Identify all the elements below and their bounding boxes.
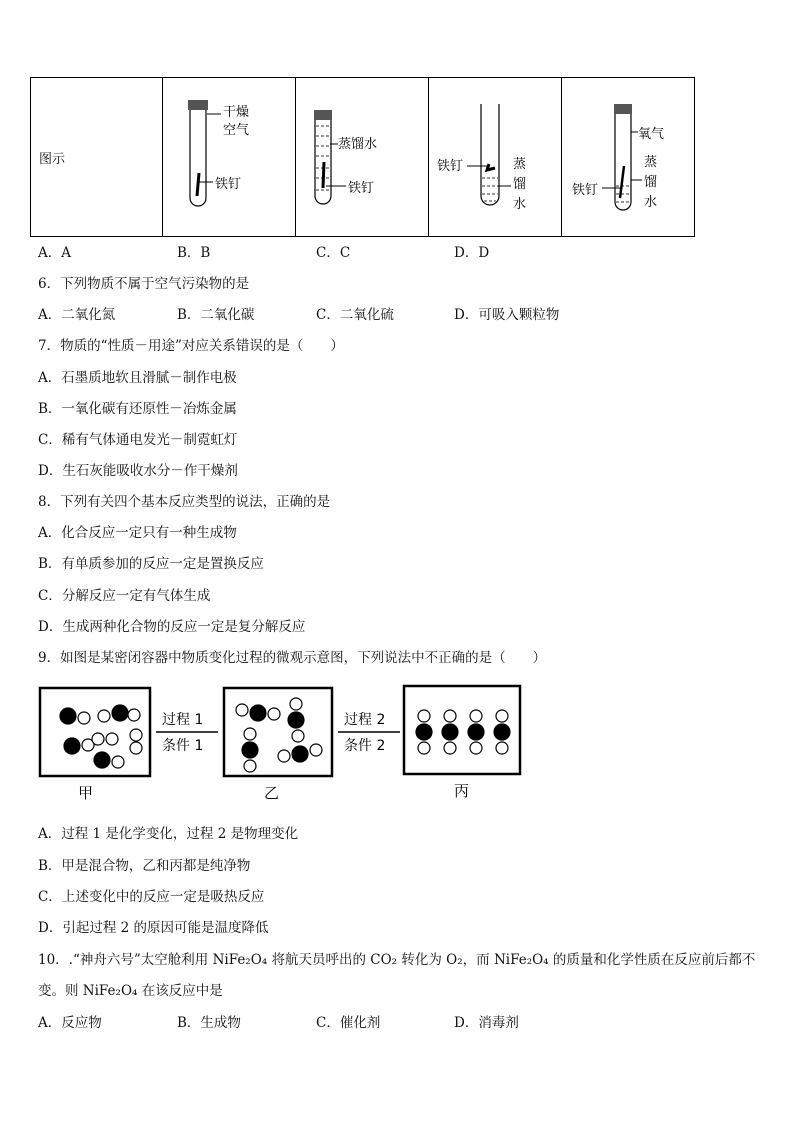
q6-option-b: B．二氧化碳 — [177, 307, 255, 323]
tube-b-diagram — [296, 78, 428, 232]
q7-option-d: D．生石灰能吸收水分－作干燥剂 — [38, 463, 238, 479]
tube-d-label-4: 馏 — [644, 175, 658, 190]
q7-option-c: C．稀有气体通电发光－制霓虹灯 — [38, 432, 238, 448]
box-label-bing: 丙 — [454, 782, 470, 800]
tube-d-label-2: 铁钉 — [572, 183, 599, 198]
q9-stem: 9．如图是某密闭容器中物质变化过程的微观示意图，下列说法中不正确的是（ ） — [38, 650, 547, 666]
q9-option-b: B．甲是混合物，乙和丙都是纯净物 — [38, 858, 251, 874]
q5-option-c: C．C — [316, 245, 351, 261]
q6-stem: 6．下列物质不属于空气污染物的是 — [38, 276, 250, 292]
tube-c-label-4: 水 — [513, 197, 527, 212]
q9-option-c: C．上述变化中的反应一定是吸热反应 — [38, 889, 265, 905]
tube-cell-b — [296, 78, 429, 237]
q7-stem: 7．物质的“性质－用途”对应关系错误的是（ ） — [38, 338, 344, 354]
q5-option-a: A．A — [38, 245, 71, 261]
tube-d-diagram — [562, 78, 694, 232]
tube-d-label-1: 氧气 — [638, 127, 665, 142]
tube-a-label-1: 干燥 — [223, 105, 250, 120]
q10-option-a: A．反应物 — [38, 1015, 102, 1031]
tube-c-diagram — [429, 78, 561, 232]
condition-1-label: 条件 1 — [162, 738, 204, 754]
q6-option-a: A．二氧化氮 — [38, 307, 116, 323]
q10-stem-line-1: 10．.“神舟六号”太空舱利用 NiFe₂O₄ 将航天员呼出的 CO₂ 转化为 O₂，而 NiFe₂O₄ 的质量和化学性质在反应前后都不 — [38, 952, 756, 968]
q10-stem-line-2: 变。则 NiFe₂O₄ 在该反应中是 — [38, 983, 223, 999]
tube-cell-a — [163, 78, 296, 237]
tube-cell-c — [429, 78, 562, 237]
q6-option-c: C．二氧化硫 — [316, 307, 394, 323]
row-label: 图示 — [31, 78, 163, 237]
tube-d-label-5: 水 — [644, 195, 658, 210]
tube-c-label-2: 蒸 — [513, 157, 527, 172]
q5-option-b: B．B — [177, 245, 211, 261]
q8-option-d: D．生成两种化合物的反应一定是复分解反应 — [38, 619, 306, 635]
q8-option-c: C．分解反应一定有气体生成 — [38, 588, 211, 604]
q8-stem: 8．下列有关四个基本反应类型的说法，正确的是 — [38, 494, 331, 510]
process-1-label: 过程 1 — [162, 712, 204, 728]
q7-option-b: B．一氧化碳有还原性－冶炼金属 — [38, 401, 237, 417]
tube-c-label-1: 铁钉 — [437, 159, 464, 174]
tube-b-label-2: 铁钉 — [348, 181, 375, 196]
q7-option-a: A．石墨质地软且滑腻－制作电极 — [38, 370, 237, 386]
tube-cell-d — [562, 78, 695, 237]
q10-option-d: D．消毒剂 — [454, 1015, 519, 1031]
q9-option-d: D．引起过程 2 的原因可能是温度降低 — [38, 920, 269, 936]
q5-option-d: D．D — [454, 245, 490, 261]
q10-option-c: C．催化剂 — [316, 1015, 381, 1031]
q8-option-b: B．有单质参加的反应一定是置换反应 — [38, 556, 264, 572]
tube-a-diagram — [163, 78, 295, 232]
tube-b-label-1: 蒸馏水 — [338, 137, 378, 152]
q10-option-b: B．生成物 — [177, 1015, 241, 1031]
tube-c-label-3: 馏 — [513, 177, 527, 192]
process-2-label: 过程 2 — [344, 712, 386, 728]
box-label-yi: 乙 — [264, 784, 280, 802]
tube-d-label-3: 蒸 — [644, 155, 658, 170]
q8-option-a: A．化合反应一定只有一种生成物 — [38, 525, 237, 541]
box-label-jia: 甲 — [78, 784, 94, 802]
q9-option-a: A．过程 1 是化学变化，过程 2 是物理变化 — [38, 826, 299, 842]
tube-a-label-2: 空气 — [223, 123, 250, 138]
tube-table — [30, 77, 695, 237]
microscopic-diagram — [38, 682, 528, 804]
condition-2-label: 条件 2 — [344, 738, 386, 754]
q6-option-d: D．可吸入颗粒物 — [454, 307, 560, 323]
box-yi — [224, 688, 332, 776]
tube-a-label-3: 铁钉 — [215, 177, 242, 192]
